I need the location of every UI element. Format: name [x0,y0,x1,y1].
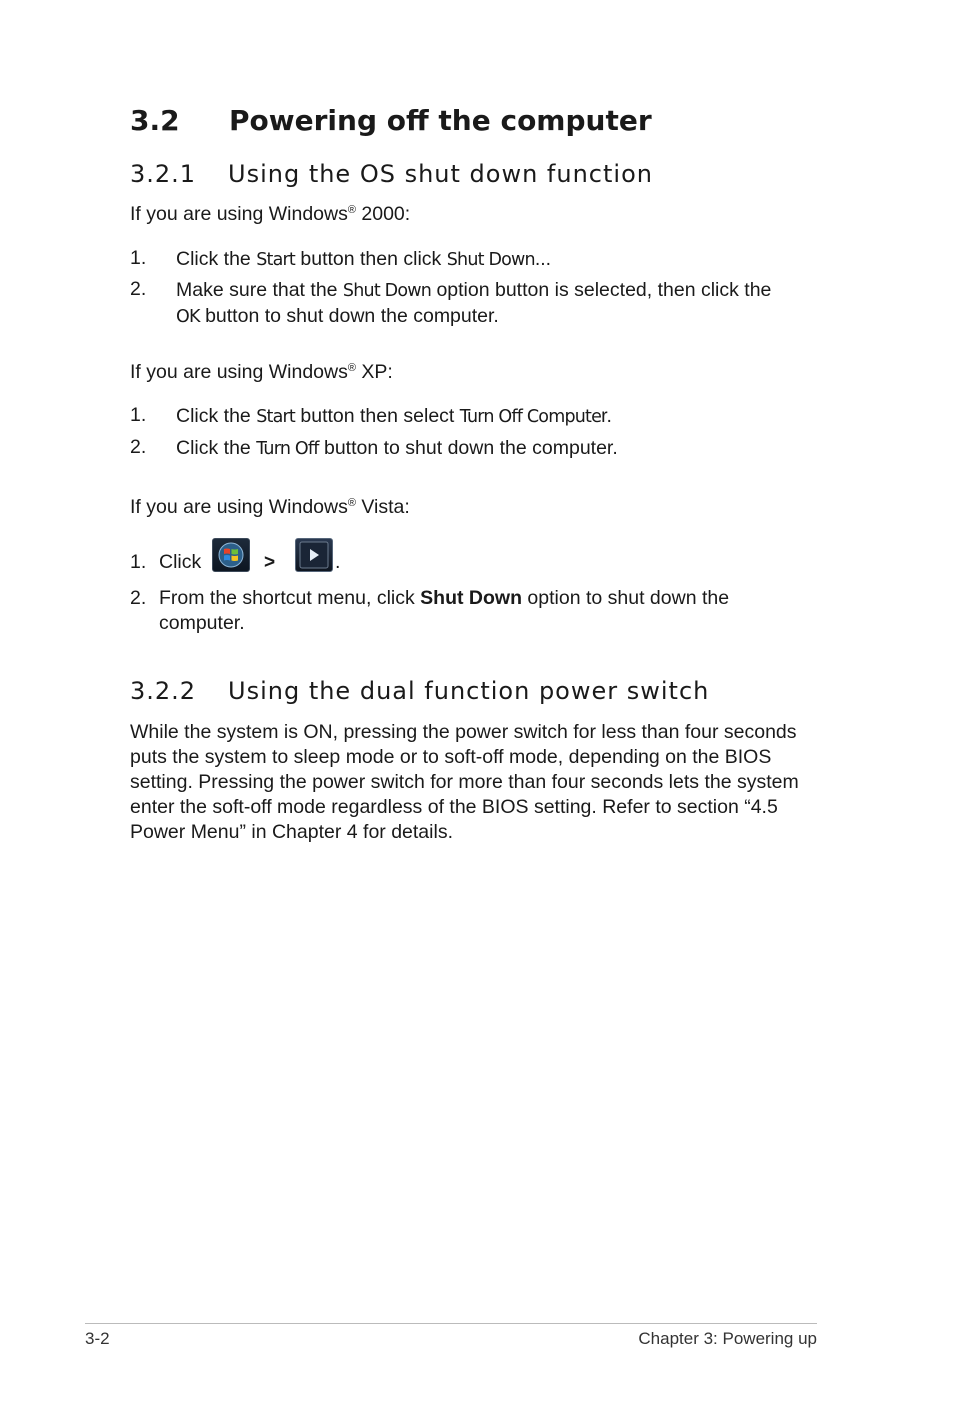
windows-start-orb-icon [212,538,250,572]
intro-version: XP: [355,361,393,383]
power-switch-paragraph: While the system is ON, pressing the power switch for less than four seconds puts the system to sleep mode or to soft-off mode, depending on the BIOS setting. Pressing the power switch for more than four seconds lets the system enter the soft-off mode regardless of the BIOS setting. Refer to section “4.5 Power Menu” in Chapter 4 for details. [130,721,799,843]
subsection-title-text: Using the OS shut down function [228,160,653,188]
step-text: button then select [294,405,460,427]
registered-mark: ® [347,497,356,509]
step-text: ... [534,248,552,270]
intro-version: Vista: [355,496,410,518]
step-text: Click the [176,405,257,427]
intro-version: 2000: [355,203,411,225]
shut-down-label: Shut Down [342,281,432,301]
registered-mark: ® [347,204,356,216]
win2000-intro [130,202,410,227]
step-text: r. [601,405,612,427]
winxp-step1-number: 1. [130,404,147,426]
play-arrow-icon [296,539,332,571]
winxp-step2-text [176,436,816,462]
vista-step1-click: Click [159,551,202,573]
winxp-step1-text [176,404,816,430]
subsection-title-power-switch [130,677,709,705]
vista-step1-end: . [335,551,341,573]
win2000-step2-number: 2. [130,278,147,300]
shut-down-label: Shut Down [420,587,522,609]
windows-logo-icon [213,539,249,571]
section-title [130,104,652,137]
shut-down-label: Shut Down [446,250,535,270]
subsection-title-text: Using the dual function power switch [228,677,710,705]
step-text: From the shortcut menu, click [159,587,421,609]
vista-step2-text [159,586,799,636]
win2000-step1-text [176,247,816,273]
start-button-label: Start [256,250,295,270]
step-text: Make sure that the [176,279,343,301]
menu-separator: > [264,552,276,573]
step-text: button then click [294,248,447,270]
chapter-title: Chapter 3: Powering up [638,1329,817,1348]
registered-mark: ® [347,362,356,374]
step-text: option to shut down the computer. [159,587,730,634]
intro-text: If you are using Windows [130,496,348,518]
subsection-title-os-shutdown [130,160,653,188]
start-button-label: Start [256,407,295,427]
turn-off-computer-label: Turn Off Compute [459,407,602,427]
turn-off-label: Turn Off [256,439,319,459]
subsection-number: 3.2.2 [130,677,197,705]
win2000-step1-number: 1. [130,247,147,269]
footer-divider [85,1323,817,1324]
step-text: Click the [176,248,257,270]
vista-intro [130,495,410,520]
ok-button-label: OK [176,307,200,327]
intro-text: If you are using Windows [130,361,348,383]
step-text: Click the [176,437,257,459]
win2000-step2-text [176,278,796,330]
vista-step2-number: 2. [130,587,147,609]
arrow-right-icon [295,538,333,572]
step-text: button to shut down the computer. [318,437,618,459]
vista-step1-number: 1. [130,551,147,573]
intro-text: If you are using Windows [130,203,348,225]
winxp-step2-number: 2. [130,436,147,458]
section-title-text: Powering off the computer [229,104,652,137]
step-text: option button is selected, then click the [431,279,772,301]
section-number: 3.2 [130,104,180,137]
winxp-intro [130,360,393,385]
subsection-number: 3.2.1 [130,160,197,188]
step-text: button to shut down the computer. [199,305,499,327]
page-number: 3-2 [85,1329,110,1348]
